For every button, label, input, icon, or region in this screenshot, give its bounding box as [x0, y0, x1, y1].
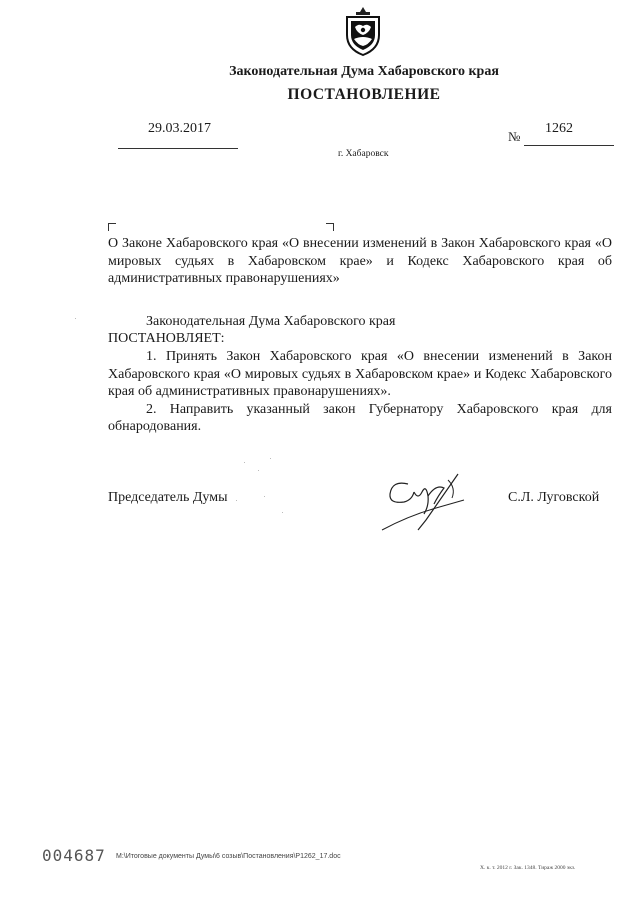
document-subject: О Законе Хабаровского края «О внесении изменений в Закон Хабаровского края «О мировых судьях в Хабаровском крае» и Кодекс Хабаровского края об административных правонарушениях» [108, 236, 612, 286]
document-number: 1262 [545, 121, 573, 136]
resolution-item: 2. Направить указанный закон Губернатору Хабаровского края для обнародования. [108, 401, 612, 434]
scan-speck [236, 500, 237, 501]
preamble-text: Законодательная Дума Хабаровского края [146, 314, 396, 329]
serial-number: 004687 [42, 846, 106, 865]
resolves-heading: ПОСТАНОВЛЯЕТ: [108, 331, 225, 346]
resolution-item: 1. Принять Закон Хабаровского края «О внесении изменений в Закон Хабаровского края «О мировых судьях в Хабаровском крае» и Кодекс Хабаровского края об административных правонарушениях». [108, 349, 612, 399]
chairman-title: Председатель Думы [108, 490, 228, 505]
signer-name: С.Л. Луговской [508, 490, 600, 505]
number-underline [524, 145, 614, 146]
number-sign: № [508, 129, 521, 144]
scan-speck [282, 512, 283, 513]
scan-speck [75, 318, 76, 319]
subject-corner-mark-right [326, 223, 334, 231]
coat-of-arms-icon [340, 5, 386, 57]
file-path: М:\Итоговые документы Думы\6 созыв\Постановления\Р1262_17.doc [116, 853, 341, 860]
scan-speck [264, 496, 265, 497]
handwritten-signature-icon [378, 470, 470, 536]
date-underline [118, 148, 238, 149]
organization-title: Законодательная Дума Хабаровского края [229, 64, 499, 79]
scan-speck [270, 458, 271, 459]
resolution-items [108, 348, 612, 436]
document-date: 29.03.2017 [148, 121, 211, 136]
print-info: Х. к. т. 2012 г. Зак. 1348. Тираж 2000 экз. [480, 865, 576, 871]
scan-speck [258, 470, 259, 471]
subject-corner-mark-left [108, 223, 116, 231]
city-label: г. Хабаровск [338, 149, 389, 159]
scan-speck [244, 462, 245, 463]
document-type-heading: ПОСТАНОВЛЕНИЕ [287, 86, 441, 103]
